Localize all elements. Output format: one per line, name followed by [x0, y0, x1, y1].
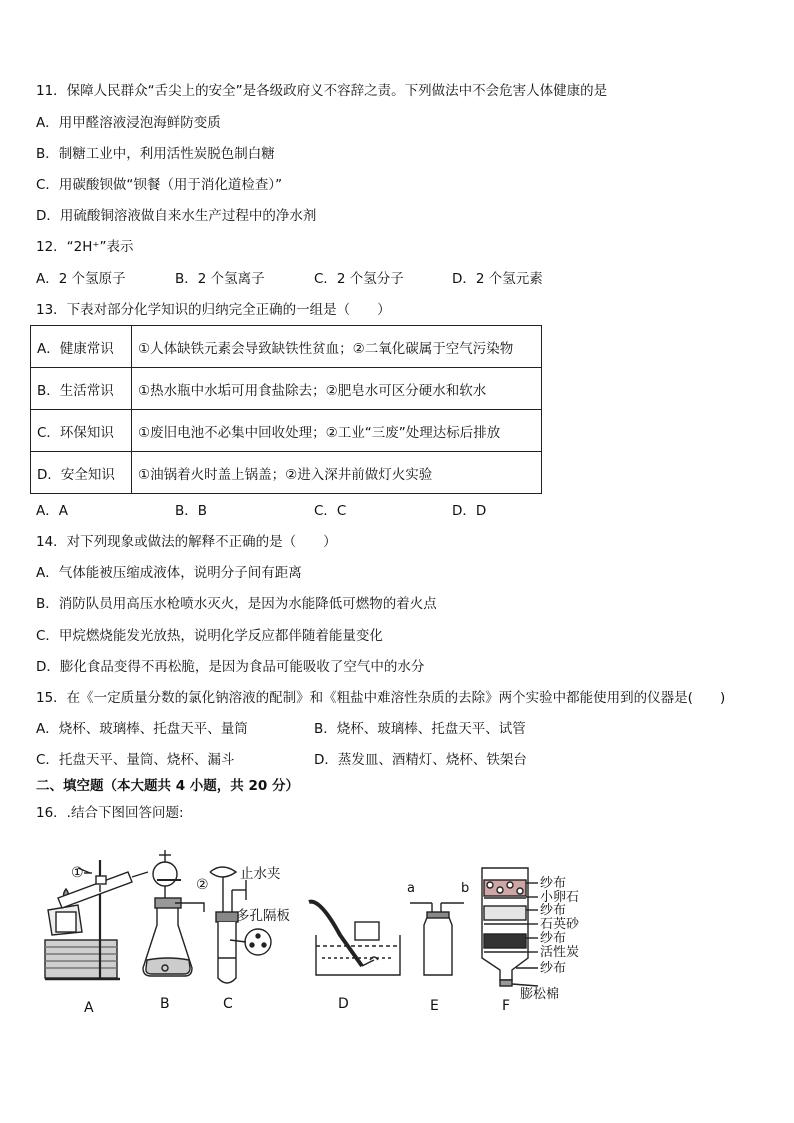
q13-option-c: C．C — [314, 503, 347, 519]
q12-option-d: D．2 个氢元素 — [452, 271, 543, 287]
q13-option-d: D．D — [452, 503, 487, 519]
label-a: A — [84, 1000, 94, 1016]
q12-option-c: C．2 个氢分子 — [314, 271, 404, 287]
table-cell-content: ①废旧电池不必集中回收处理；②工业“三废”处理达标后排放 — [132, 410, 542, 452]
q14-option-d: D．膨化食品变得不再松脆，是因为食品可能吸收了空气中的水分 — [36, 659, 425, 675]
q15-stem: 15．在《一定质量分数的氯化钠溶液的配制》和《粗盐中难溶性杂质的去除》两个实验中都能使用到的仪器是( ) — [36, 690, 726, 706]
q13-stem: 13．下表对部分化学知识的归纳完全正确的一组是（ ） — [36, 302, 391, 318]
filter-layer-8: 膨松棉 — [520, 987, 560, 1002]
table-cell-content: ①人体缺铁元素会导致缺铁性贫血；②二氧化碳属于空气污染物 — [132, 326, 542, 368]
q14-option-b: B．消防队员用高压水枪喷水灭火，是因为水能降低可燃物的着火点 — [36, 596, 437, 612]
q12-option-a: A．2 个氢原子 — [36, 271, 126, 287]
apparatus-figure — [0, 830, 794, 1030]
q14-option-a: A．气体能被压缩成液体，说明分子间有距离 — [36, 565, 302, 581]
clamp-label: 止水夹 — [240, 866, 281, 882]
table-cell-label: D．安全知识 — [31, 452, 132, 494]
label-d: D — [338, 996, 349, 1012]
q15-option-c: C．托盘天平、量筒、烧杯、漏斗 — [36, 752, 235, 768]
q14-stem: 14．对下列现象或做法的解释不正确的是（ ） — [36, 534, 337, 550]
table-cell-content: ①油锅着火时盖上锅盖；②进入深井前做灯火实验 — [132, 452, 542, 494]
label-c: C — [223, 996, 233, 1012]
q15-option-d: D．蒸发皿、酒精灯、烧杯、铁架台 — [314, 752, 527, 768]
filter-layer-2: 小卵石 — [540, 890, 580, 905]
filter-layer-3: 纱布 — [540, 903, 567, 918]
table-cell-label: C．环保知识 — [31, 410, 132, 452]
label-e: E — [430, 998, 439, 1014]
filter-layer-6: 活性炭 — [540, 945, 580, 960]
q15-option-b: B．烧杯、玻璃棒、托盘天平、试管 — [314, 721, 526, 737]
apparatus-d — [309, 902, 400, 975]
apparatus-a — [45, 860, 148, 979]
filter-layer-5: 纱布 — [540, 931, 567, 946]
q11-option-c: C．用碳酸钡做“钡餐（用于消化道检查）” — [36, 177, 283, 193]
table-row — [31, 368, 542, 410]
q11-stem: 11．保障人民群众“舌尖上的安全”是各级政府义不容辞之责。下列做法中不会危害人体健康的是 — [36, 83, 608, 99]
q11-option-d: D．用硫酸铜溶液做自来水生产过程中的净水剂 — [36, 208, 317, 224]
circle-label-2: ② — [196, 877, 209, 893]
filter-layer-4: 石英砂 — [540, 917, 580, 932]
q13-option-a: A．A — [36, 503, 68, 519]
apparatus-c — [210, 867, 271, 983]
q15-option-a: A．烧杯、玻璃棒、托盘天平、量筒 — [36, 721, 248, 737]
q12-option-b: B．2 个氢离子 — [175, 271, 265, 287]
q16-stem: 16．.结合下图回答问题: — [36, 805, 184, 821]
apparatus-b — [143, 850, 204, 976]
apparatus-e — [410, 903, 464, 975]
table-cell-content: ①热水瓶中水垢可用食盐除去；②肥皂水可区分硬水和软水 — [132, 368, 542, 410]
circle-label-1: ① — [71, 865, 84, 881]
q11-option-b: B．制糖工业中，利用活性炭脱色制白糖 — [36, 146, 275, 162]
table-cell-label: A．健康常识 — [31, 326, 132, 368]
plate-label: 多孔隔板 — [236, 908, 290, 924]
filter-layer-1: 纱布 — [540, 876, 567, 891]
q14-option-c: C．甲烷燃烧能发光放热，说明化学反应都伴随着能量变化 — [36, 628, 383, 644]
table-row — [31, 326, 542, 368]
section-title: 二、填空题（本大题共 4 小题，共 20 分） — [36, 778, 299, 794]
table-cell-label: B．生活常识 — [31, 368, 132, 410]
filter-layer-7: 纱布 — [540, 961, 567, 976]
label-b-tube: b — [461, 881, 470, 896]
label-f: F — [502, 998, 511, 1014]
apparatus-f — [482, 868, 538, 986]
q11-option-a: A．用甲醛溶液浸泡海鲜防变质 — [36, 115, 221, 131]
q12-stem: 12．“2H⁺”表示 — [36, 239, 134, 255]
knowledge-table — [30, 325, 542, 494]
label-b: B — [160, 996, 170, 1012]
table-row — [31, 410, 542, 452]
label-a-tube: a — [407, 881, 415, 896]
table-row — [31, 452, 542, 494]
q13-option-b: B．B — [175, 503, 208, 519]
